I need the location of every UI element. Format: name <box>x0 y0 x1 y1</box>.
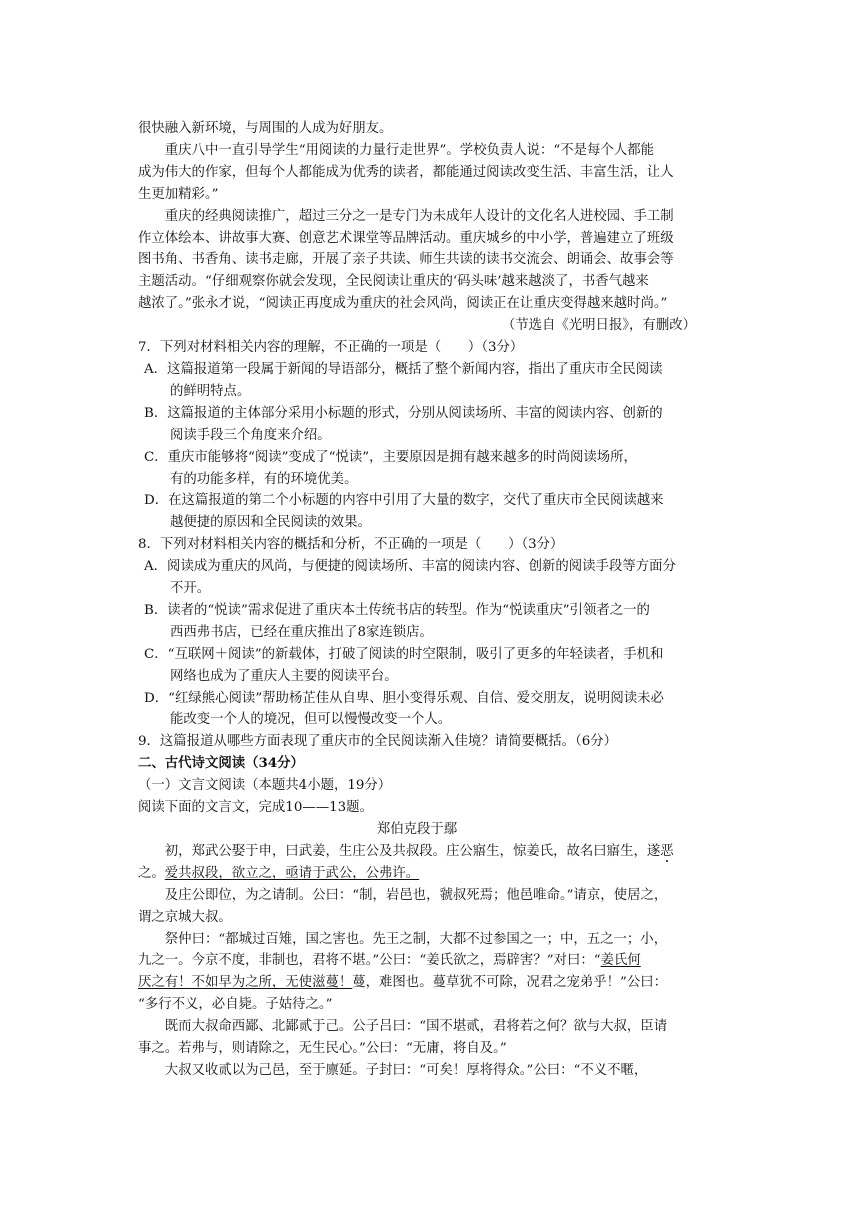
text-segment: 九之一。今京不度，非制也，君将不堪。”公曰：“姜氏欲之，焉辟害？”对曰：“ <box>138 953 601 969</box>
text-segment: 之。 <box>138 865 165 881</box>
document-page <box>138 118 696 1082</box>
underlined-sentence: 厌之有！不如早为之所，无使滋蔓！ <box>138 975 353 991</box>
option-line: 网络也成为了重庆人主要的阅读平台。 <box>170 668 398 684</box>
text-line: 生更加精彩。” <box>138 186 219 202</box>
dotted-character: 恶 <box>660 843 674 859</box>
text-line <box>138 950 696 972</box>
subsection-heading: （一）文言文阅读（本题共4小题，19分） <box>138 778 392 794</box>
text-segment: 初，郑武公娶于申，曰武姜，生庄公及共叔段。庄公寤生，惊姜氏，故名曰寤生，遂 <box>164 843 661 859</box>
question-9: 9．这篇报道从哪些方面表现了重庆市的全民阅读渐入佳境？请简要概括。（6分） <box>138 734 618 750</box>
option-line: B．这篇报道的主体部分采用小标题的形式，分别从阅读场所、丰富的阅读内容、创新的 <box>144 405 663 421</box>
option-line: D．在这篇报道的第二个小标题的内容中引用了大量的数字，交代了重庆市全民阅读越来 <box>144 493 664 509</box>
option-line: 的鲜明特点。 <box>170 383 251 399</box>
instruction-line: 阅读下面的文言文，完成10——13题。 <box>138 800 373 816</box>
option-line: 西西弗书店，已经在重庆推出了8家连锁店。 <box>170 624 433 640</box>
text-line: 图书角、书香角、读书走廊，开展了亲子共读、师生共读的读书交流会、朗诵会、故事会等 <box>138 252 674 268</box>
text-line: 重庆的经典阅读推广，超过三分之一是专门为未成年人设计的文化名人进校园、手工制 <box>164 208 674 224</box>
option-line: 能改变一个人的境况，但可以慢慢改变一个人。 <box>170 712 452 728</box>
text-line <box>138 972 696 994</box>
option-line: 不开。 <box>170 581 211 597</box>
underlined-sentence: 爱共叔段，欲立之，亟请于武公，公弗许。 <box>164 865 420 881</box>
text-line: 谓之京城大叔。 <box>138 909 232 925</box>
text-line: 大叔又收贰以为己邑，至于廪延。子封曰：“可矣！厚将得众。”公曰：“不义不暱， <box>164 1062 648 1078</box>
text-line <box>138 863 696 885</box>
passage-title: 郑伯克段于鄢 <box>376 822 458 837</box>
option-line: C．重庆市能够将“阅读”变成了“悦读”，主要原因是拥有越来越多的时尚阅读场所， <box>144 449 637 465</box>
text-line: 重庆八中一直引导学生“用阅读的力量行走世界”。学校负责人说：“不是每个人都能 <box>164 142 655 158</box>
text-line: 越浓了。”张永才说，“阅读正再度成为重庆的社会风尚，阅读正在让重庆变得越来越时尚。” <box>138 296 668 312</box>
text-line: 既而大叔命西鄙、北鄙贰于己。公子吕曰：“国不堪贰，君将若之何？欲与大叔，臣请 <box>164 1019 668 1035</box>
option-line: 越便捷的原因和全民阅读的效果。 <box>170 515 371 531</box>
option-line: A．阅读成为重庆的风尚，与便捷的阅读场所、丰富的阅读内容、创新的阅读手段等方面分 <box>144 559 676 575</box>
option-line: A．这篇报道第一段属于新闻的导语部分，概括了整个新闻内容，指出了重庆市全民阅读 <box>144 361 663 377</box>
text-line: 成为伟大的作家，但每个人都能成为优秀的读者，都能通过阅读改变生活、丰富生活，让人 <box>138 164 674 180</box>
option-line: C．“互联网＋阅读”的新载体，打破了阅读的时空限制，吸引了更多的年轻读者，手机和 <box>144 646 664 662</box>
text-line: “多行不义，必自毙。子姑待之。” <box>138 997 333 1013</box>
source-note: （节选自《光明日报》，有删改） <box>501 318 696 334</box>
section-heading: 二、古代诗文阅读（34分） <box>138 755 304 772</box>
text-line: 祭仲曰：“都城过百雉，国之害也。先王之制，大都不过参国之一；中，五之一；小， <box>164 931 668 947</box>
question-7: 7．下列对材料相关内容的理解，不正确的一项是（ ）（3分） <box>138 340 524 356</box>
text-line <box>138 841 696 863</box>
option-line: B．读者的“悦读”需求促进了重庆本土传统书店的转型。作为“悦读重庆”引领者之一的 <box>144 602 650 618</box>
option-line: 有的功能多样，有的环境优美。 <box>170 471 358 487</box>
option-line: 阅读手段三个角度来介绍。 <box>170 427 331 443</box>
text-line: 及庄公即位，为之请制。公曰：“制，岩邑也，虢叔死焉；他邑唯命。”请京，使居之， <box>164 887 668 903</box>
underlined-sentence: 姜氏何 <box>600 953 641 969</box>
option-line: D．“红绿熊心阅读”帮助杨芷佳从自卑、胆小变得乐观、自信、爱交朋友，说明阅读未必 <box>144 690 664 706</box>
text-segment: 蔓，难图也。蔓草犹不可除，况君之宠弟乎！”公曰： <box>352 975 668 991</box>
text-line: 事之。若弗与，则请除之，无生民心。”公曰：“无庸，将自及。” <box>138 1041 507 1057</box>
question-8: 8．下列对材料相关内容的概括和分析，不正确的一项是（ ）（3分） <box>138 537 564 553</box>
text-line: 作立体绘本、讲故事大赛、创意艺术课堂等品牌活动。重庆城乡的中小学，普遍建立了班级 <box>138 230 674 246</box>
text-line: 主题活动。“仔细观察你就会发现，全民阅读让重庆的‘码头味’越来越淡了，书香气越来 <box>138 274 649 290</box>
text-line: 很快融入新环境，与周围的人成为好朋友。 <box>138 121 393 136</box>
